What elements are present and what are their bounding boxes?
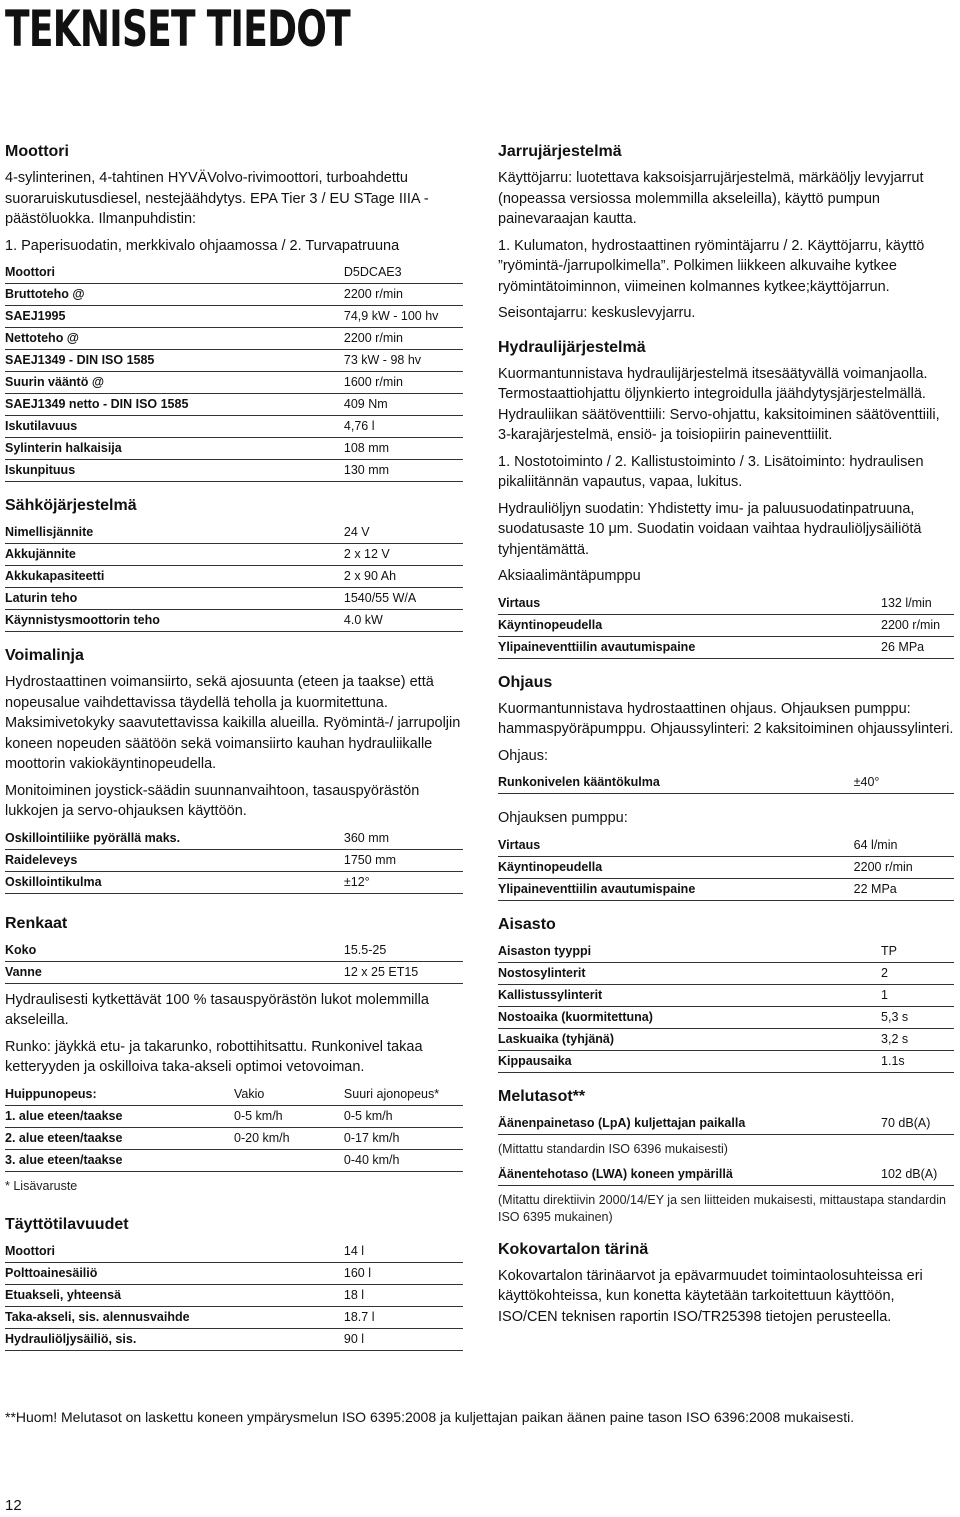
speed-table [5,1084,463,1172]
equipment-section [498,915,954,1073]
table-row [5,1241,463,1263]
table-row [498,878,954,900]
vibration-section [498,1240,954,1328]
speed-header-opt: Suuri ajonopeus* [344,1084,463,1106]
powertrain-table [5,828,463,894]
speed-note: * Lisävaruste [5,1178,78,1193]
electrical-heading: Sähköjärjestelmä [5,497,137,514]
row-label: Akkujännite [5,544,344,566]
row-label: Iskutilavuus [5,416,344,438]
row-value: 74,9 kW - 100 hv [344,306,463,328]
powertrain-text-1: Hydrostaattinen voimansiirto, sekä ajosuunta (eteen ja taakse) että nopeusalue vaihdettavissa täydellä teholla ja kuormitettuna. Maksimivetokyky saavutettavissa kaikilla alueilla. Ryömintä-/ jarrupoljin koneen nopeuden säätöön sekä voimansiirto kauhan hydrauliikalle moottorin vakiokäyntinopeudella. [5,674,461,772]
row-label: SAEJ1349 - DIN ISO 1585 [5,350,344,372]
noise-note-1: (Mittattu standardin ISO 6396 mukaisesti) [498,1141,728,1156]
hydraulics-text-4: Aksiaalimäntäpumppu [498,568,641,584]
row-value: 4,76 l [344,416,463,438]
row-label: Laskuaika (tyhjänä) [498,1028,881,1050]
row-value-opt: 0-17 km/h [344,1127,463,1149]
row-label: Käynnistysmoottorin teho [5,610,344,632]
table-row [498,962,954,984]
table-row [5,262,463,284]
table-row [5,306,463,328]
engine-section [5,142,463,482]
row-label: Virtaus [498,593,881,615]
row-value: 2 x 12 V [344,544,463,566]
tyres-heading: Renkaat [5,914,68,932]
row-value: 70 dB(A) [881,1113,954,1135]
engine-heading: Moottori [5,143,69,160]
speed-section [5,1084,463,1195]
table-row [5,394,463,416]
row-label: Hydrauliöljysäiliö, sis. [5,1328,344,1350]
row-value: 1600 r/min [344,372,463,394]
table-row [498,636,954,658]
row-value: 12 x 25 ET15 [344,961,463,983]
row-label: Kallistussylinterit [498,984,881,1006]
table-row [5,328,463,350]
table-row [498,1028,954,1050]
row-value-std: 0-20 km/h [234,1127,344,1149]
row-label: Käyntinopeudella [498,614,881,636]
row-value: 2200 r/min [854,856,954,878]
steering-text-2: Ohjaus: [498,747,548,764]
row-label: SAEJ1349 netto - DIN ISO 1585 [5,394,344,416]
row-label: Etuakseli, yhteensä [5,1284,344,1306]
row-value: 18.7 l [344,1306,463,1328]
steering-heading: Ohjaus [498,673,553,691]
table-row [5,940,463,962]
table-row [5,416,463,438]
noise-section [498,1087,954,1226]
row-value: 2200 r/min [344,328,463,350]
row-value: TP [881,941,954,963]
row-value: 2200 r/min [881,614,954,636]
row-value: 90 l [344,1328,463,1350]
table-row [5,828,463,850]
row-label: Käyntinopeudella [498,856,854,878]
row-label: Laturin teho [5,588,344,610]
engine-table [5,262,463,482]
table-row [5,588,463,610]
noise-table-2 [498,1164,954,1186]
row-label: Virtaus [498,835,854,857]
row-value: 4.0 kW [344,610,463,632]
footnote: **Huom! Melutasot on laskettu koneen ympärysmelun ISO 6395:2008 ja kuljettajan paikan äänen paine tason ISO 6396:2008 mukaisesti. [5,1409,855,1425]
row-value: 1750 mm [344,849,463,871]
row-value: 360 mm [344,828,463,850]
page-number: 12 [5,1497,22,1514]
equipment-table [498,941,954,1073]
row-label: Akkukapasiteetti [5,566,344,588]
table-row [498,614,954,636]
hydraulics-section [498,338,954,659]
row-label: Äänentehotaso (LWA) koneen ympärillä [498,1164,881,1186]
table-row [5,372,463,394]
row-value-opt: 0-5 km/h [344,1105,463,1127]
row-label: Äänenpainetaso (LpA) kuljettajan paikalla [498,1113,881,1135]
engine-description: 4-sylinterinen, 4-tahtinen HYVÄVolvo-rivimoottori, turboahdettu suoraruiskutusdiesel, nestejäähdytys. EPA Tier 3 / EU STage IIIA -päästöluokka. Ilmanpuhdistin: [5,170,429,227]
table-row [5,1262,463,1284]
powertrain-section [5,646,463,894]
table-row [498,941,954,963]
capacities-table [5,1241,463,1351]
row-label: Oskillointiliike pyörällä maks. [5,828,344,850]
row-label: Runkonivelen kääntökulma [498,772,854,794]
steering-text-3: Ohjauksen pumppu: [498,810,628,826]
row-label: Iskunpituus [5,460,344,482]
capacities-section [5,1215,463,1351]
row-value: 3,2 s [881,1028,954,1050]
row-value: ±40° [854,772,954,794]
row-label: Oskillointikulma [5,871,344,893]
table-row [5,460,463,482]
table-row [498,593,954,615]
row-label: 3. alue eteen/taakse [5,1149,234,1171]
noise-heading: Melutasot** [498,1087,586,1105]
table-row [5,849,463,871]
table-row [498,984,954,1006]
left-column [5,142,463,1357]
tyres-text-2: Runko: jäykkä etu- ja takarunko, robottihitsattu. Runkonivel takaa ketteryyden ja oskilloiva taka-akseli optimoi vetovoiman. [5,1038,423,1075]
row-label: SAEJ1995 [5,306,344,328]
table-row [5,1105,463,1127]
row-label: Kippausaika [498,1050,881,1072]
hydraulics-text-1: Kuormantunnistava hydraulijärjestelmä itsesäätyvällä voimanjaolla. Termostaattiohjattu öljynkierto integroidulla jäähdytysjärjestelmällä. Hydrauliikan säätöventtiili: Servo-ohjattu, kaksitoiminen säätöventtiili, 3-karajärjestelmä, ensiö- ja toisiopiirin paineventtiilit. [498,365,940,443]
row-label: Nostoaika (kuormitettuna) [498,1006,881,1028]
row-value-opt: 0-40 km/h [344,1149,463,1171]
table-row [5,350,463,372]
row-label: Bruttoteho @ [5,284,344,306]
powertrain-heading: Voimalinja [5,647,84,664]
table-row [5,961,463,983]
row-value: 108 mm [344,438,463,460]
row-label: Aisaston tyyppi [498,941,881,963]
brakes-text-3: Seisontajarru: keskuslevyjarru. [498,305,696,321]
noise-table-1 [498,1113,954,1135]
row-label: Taka-akseli, sis. alennusvaihde [5,1306,344,1328]
table-row [5,1328,463,1350]
hydraulics-text-3: Hydrauliöljyn suodatin: Yhdistetty imu- ja paluusuodatinpatruuna, suodatusaste 10 μm. Suodatin voidaan vaihtaa hydrauliöljysäiliötä tyhjentämättä. [498,500,922,558]
steering-pump-table [498,835,954,901]
row-value: 102 dB(A) [881,1164,954,1186]
row-label: Polttoainesäiliö [5,1262,344,1284]
row-value: 64 l/min [854,835,954,857]
row-value: 1.1s [881,1050,954,1072]
row-label: Suurin vääntö @ [5,372,344,394]
row-label: Ylipaineventtiilin avautumispaine [498,878,854,900]
row-value: 15.5-25 [344,940,463,962]
table-header-row [5,1084,463,1106]
row-value: ±12° [344,871,463,893]
noise-note-2: (Mitattu direktiivin 2000/14/EY ja sen liitteiden mukaisesti, mittaustapa standardin ISO 6395 mukainen) [498,1192,946,1224]
table-row [498,835,954,857]
table-row [5,566,463,588]
tyres-section [5,914,463,1078]
row-value: 132 l/min [881,593,954,615]
table-row [5,1127,463,1149]
row-label: Sylinterin halkaisija [5,438,344,460]
steering-section [498,673,954,901]
equipment-heading: Aisasto [498,915,556,933]
table-row [5,284,463,306]
row-value: 1540/55 W/A [344,588,463,610]
row-value: 2 [881,962,954,984]
hydraulics-heading: Hydraulijärjestelmä [498,338,646,356]
speed-header-std: Vakio [234,1084,344,1106]
row-value: 160 l [344,1262,463,1284]
table-row [5,1306,463,1328]
electrical-table [5,522,463,632]
tyres-text-1: Hydraulisesti kytkettävät 100 % tasauspyörästön lukot molemmilla akseleilla. [5,991,429,1028]
row-value: 1 [881,984,954,1006]
speed-header-label: Huippunopeus: [5,1084,234,1106]
row-value: 130 mm [344,460,463,482]
row-value: 5,3 s [881,1006,954,1028]
table-row [5,610,463,632]
row-label: Nettoteho @ [5,328,344,350]
brakes-text-1: Käyttöjarru: luotettava kaksoisjarrujärjestelmä, märkäöljy levyjarrut (nopeassa versiossa molemmilla akseleilla), käyttö pumpun painevaraajan kautta. [498,170,924,227]
brakes-text-2: 1. Kulumaton, hydrostaattinen ryömintäjarru / 2. Käyttöjarru, käyttö ”ryömintä-/jarrupolkimella”. Polkimen liikkeen alkuvaihe kytkee ryömintätoiminnon, viimeinen kolmannes kytkee;käyttöjarrun. [498,237,925,295]
brakes-section [498,142,954,324]
right-column [498,142,954,1333]
table-row [5,1149,463,1171]
table-row [5,1284,463,1306]
steering-angle-table [498,772,954,794]
table-row [5,544,463,566]
row-value: 2 x 90 Ah [344,566,463,588]
table-row [5,871,463,893]
hydraulics-table [498,593,954,659]
row-label: Nimellisjännite [5,522,344,544]
row-label: Moottori [5,1241,344,1263]
table-row [498,1113,954,1135]
table-row [5,438,463,460]
table-row [498,856,954,878]
row-value-std: 0-5 km/h [234,1105,344,1127]
vibration-heading: Kokovartalon tärinä [498,1240,649,1258]
capacities-heading: Täyttötilavuudet [5,1215,129,1233]
table-row [498,772,954,794]
row-label: Koko [5,940,344,962]
hydraulics-text-2: 1. Nostotoiminto / 2. Kallistustoiminto / 3. Lisätoiminto: hydraulisen pikaliitännän vapautus, vapaa, lukitus. [498,453,924,490]
page-title: TEKNISET TIEDOT [5,0,350,58]
row-value: 2200 r/min [344,284,463,306]
row-label: 2. alue eteen/taakse [5,1127,234,1149]
row-label: Nostosylinterit [498,962,881,984]
row-label: Raideleveys [5,849,344,871]
table-row [498,1164,954,1186]
row-label: Vanne [5,961,344,983]
electrical-section [5,496,463,632]
engine-filters: 1. Paperisuodatin, merkkivalo ohjaamossa / 2. Turvapatruuna [5,237,400,254]
row-value: 26 MPa [881,636,954,658]
row-label: Ylipaineventtiilin avautumispaine [498,636,881,658]
tyres-table [5,940,463,984]
table-row [498,1050,954,1072]
row-value: 24 V [344,522,463,544]
table-row [5,522,463,544]
row-value: 73 kW - 98 hv [344,350,463,372]
table-row [498,1006,954,1028]
steering-text-1: Kuormantunnistava hydrostaattinen ohjaus. Ohjauksen pumppu: hammaspyöräpumppu. Ohjaussylinteri: 2 kaksitoiminen ohjaussylinteri. [498,700,954,737]
row-value: 22 MPa [854,878,954,900]
row-value: 14 l [344,1241,463,1263]
row-label: 1. alue eteen/taakse [5,1105,234,1127]
row-value-std [234,1149,344,1171]
row-value: D5DCAE3 [344,262,463,284]
brakes-heading: Jarrujärjestelmä [498,143,622,160]
vibration-text: Kokovartalon tärinäarvot ja epävarmuudet toimintaolosuhteissa eri käyttökohteissa, kun konetta käytetään tarkoitettuun käyttöön, ISO/CEN teknisen raportin ISO/TR25398 tietojen perusteella. [498,1267,923,1325]
powertrain-text-2: Monitoiminen joystick-säädin suunnanvaihtoon, tasauspyörästön lukkojen ja servo-ohjauksen käyttöön. [5,782,420,819]
row-label: Moottori [5,262,344,284]
row-value: 409 Nm [344,394,463,416]
row-value: 18 l [344,1284,463,1306]
